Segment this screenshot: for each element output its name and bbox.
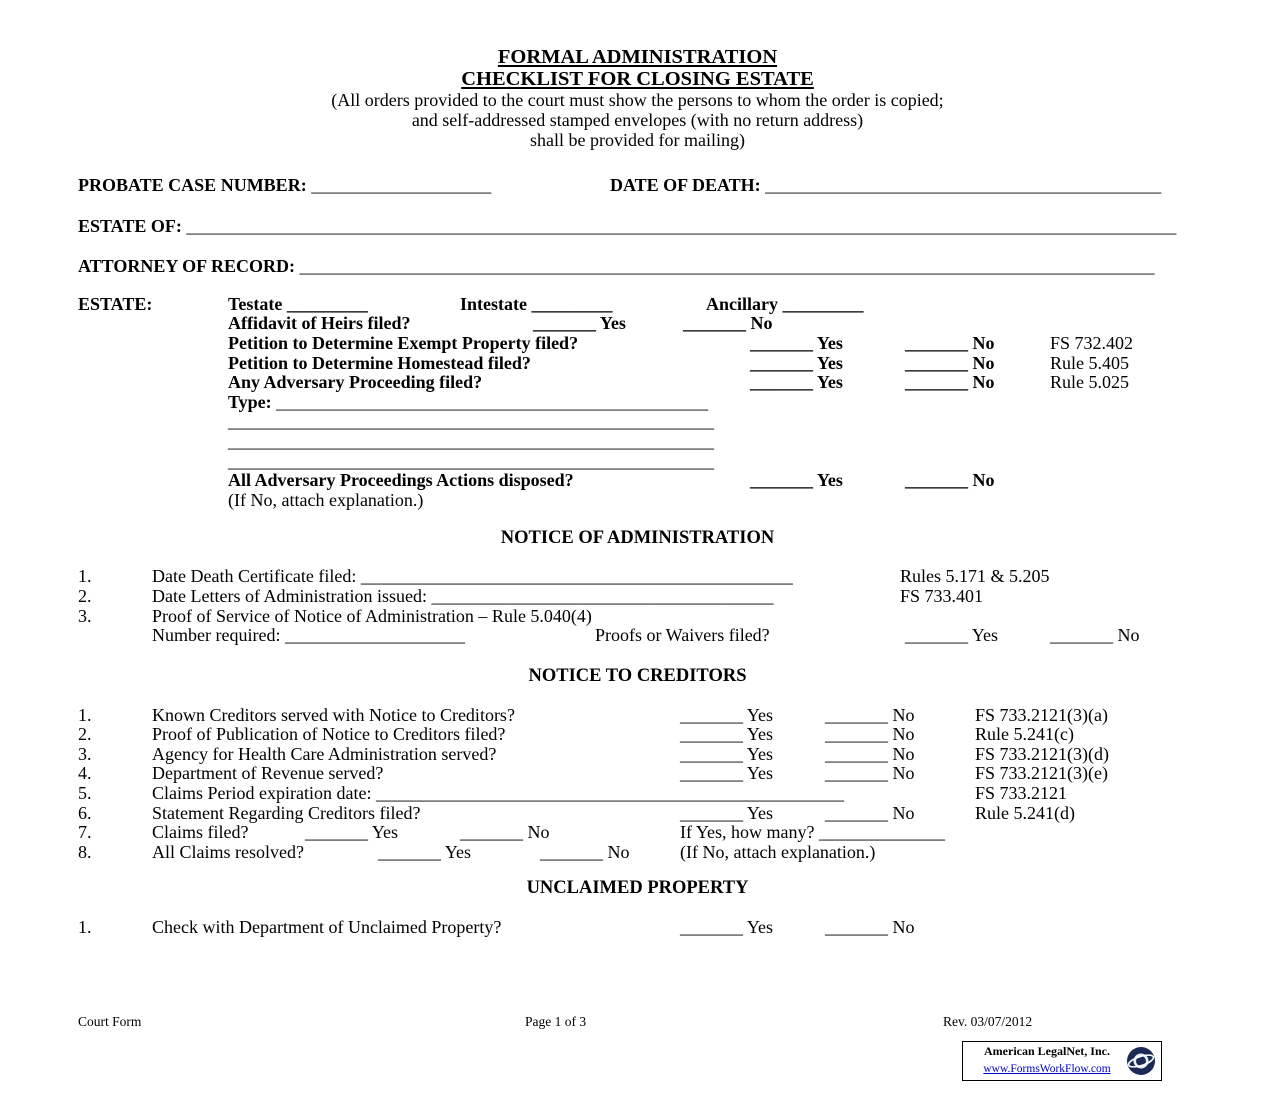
- estate-label: ESTATE:: [78, 293, 153, 314]
- no-field: [825, 745, 915, 765]
- rule-ref: Rule 5.241(c): [975, 724, 1074, 745]
- no-blank: _______: [905, 352, 968, 373]
- proceedings-disposed-row: [78, 471, 1197, 491]
- no-label: No: [972, 332, 995, 353]
- creditors-item-6: [78, 804, 1197, 824]
- disposed-yes-field: [750, 471, 843, 491]
- title-block: [78, 46, 1197, 150]
- yes-label: Yes: [746, 802, 774, 823]
- creditors-question: Known Creditors served with Notice to Creditors?: [152, 704, 515, 725]
- letters-issued-blank: ______________________________________: [431, 585, 774, 606]
- unclaimed-question: Check with Department of Unclaimed Property?: [152, 917, 502, 938]
- adversary-type-extra-line-2: [78, 432, 1197, 452]
- yes-label: Yes: [816, 470, 843, 491]
- affidavit-of-heirs-row: [78, 314, 1197, 334]
- attorney-blank: _______________________________________________________________________________________________: [299, 256, 1155, 277]
- blank-line: ______________________________________________________: [228, 450, 714, 471]
- admin-item-3: [78, 607, 1197, 627]
- yes-blank: _______: [680, 917, 743, 938]
- no-label: No: [892, 763, 915, 784]
- item-number: 3.: [78, 605, 92, 626]
- no-blank: _______: [825, 724, 888, 745]
- letters-issued-label: Date Letters of Administration issued:: [152, 585, 427, 606]
- attorney-of-record-row: [78, 257, 1197, 277]
- item-number: 3.: [78, 743, 92, 764]
- no-blank: _______: [825, 802, 888, 823]
- creditors-item-3: [78, 745, 1197, 765]
- homestead-no-field: [905, 354, 995, 374]
- admin-subrow: [78, 626, 1197, 646]
- probate-case-blank: ____________________: [311, 175, 492, 195]
- item-number: 6.: [78, 802, 92, 823]
- probate-case-field: [78, 176, 491, 196]
- estate-intestate-field: [460, 295, 612, 315]
- death-certificate-field: [152, 567, 793, 587]
- footer-page-number: Page 1 of 3: [525, 1014, 587, 1029]
- proofs-yes-field: [905, 626, 998, 646]
- footer-court-form: Court Form: [78, 1014, 142, 1029]
- probate-case-label: PROBATE CASE NUMBER:: [78, 175, 307, 195]
- disposed-question: All Adversary Proceedings Actions disposed?: [228, 470, 574, 491]
- creditors-question: Department of Revenue served?: [152, 763, 384, 784]
- no-label: No: [972, 372, 995, 393]
- type-blank: ________________________________________________: [276, 391, 709, 412]
- homestead-yes-field: [750, 354, 843, 374]
- no-blank: _______: [683, 313, 746, 334]
- admin-item-2: [78, 587, 1197, 607]
- disposed-no-field: [905, 471, 995, 491]
- proofs-waivers-question: Proofs or Waivers filed?: [595, 625, 770, 646]
- adversary-type-extra-line-3: [78, 452, 1197, 472]
- exempt-property-row: [78, 334, 1197, 354]
- claims-period-blank: ____________________________________________________: [375, 783, 844, 804]
- yes-blank: _______: [680, 802, 743, 823]
- probate-case-row: [78, 176, 1197, 196]
- yes-blank: _______: [680, 704, 743, 725]
- yes-label: Yes: [371, 822, 399, 843]
- creditors-question: Proof of Publication of Notice to Creditors filed?: [152, 724, 506, 745]
- admin-item-1-ref: Rules 5.171 & 5.205: [900, 566, 1050, 587]
- no-label: No: [892, 917, 915, 938]
- yes-blank: _______: [305, 822, 368, 843]
- no-field: [825, 764, 915, 784]
- item-number: 2.: [78, 724, 92, 745]
- testate-label: Testate: [228, 293, 283, 314]
- letters-issued-field: [152, 587, 773, 607]
- exempt-question: Petition to Determine Exempt Property filed?: [228, 332, 579, 353]
- yes-field: [305, 823, 398, 843]
- yes-blank: _______: [905, 625, 968, 646]
- rule-ref: FS 733.2121(3)(d): [975, 743, 1109, 764]
- yes-label: Yes: [971, 625, 999, 646]
- yes-label: Yes: [444, 841, 472, 862]
- item-number: 4.: [78, 763, 92, 784]
- yes-label: Yes: [816, 352, 843, 373]
- creditors-question: Agency for Health Care Administration served?: [152, 743, 497, 764]
- unclaimed-property-heading: UNCLAIMED PROPERTY: [526, 878, 749, 899]
- yes-blank: _______: [750, 332, 813, 353]
- affidavit-no-field: [683, 314, 773, 334]
- no-blank: _______: [905, 470, 968, 491]
- no-field: [540, 843, 630, 863]
- number-required-field: [152, 626, 465, 646]
- exempt-no-field: [905, 334, 995, 354]
- testate-blank: _________: [286, 293, 368, 314]
- no-blank: _______: [905, 332, 968, 353]
- yes-label: Yes: [746, 724, 774, 745]
- exempt-rule-ref: FS 732.402: [1050, 332, 1134, 353]
- estate-testate-field: [228, 295, 368, 315]
- yes-field: [680, 918, 773, 938]
- item-number: 7.: [78, 822, 92, 843]
- no-blank: _______: [1050, 625, 1113, 646]
- proofs-no-field: [1050, 626, 1140, 646]
- title-note-line1: (All orders provided to the court must show the persons to whom the order is copied;: [331, 90, 944, 110]
- yes-blank: _______: [750, 470, 813, 491]
- rule-ref: FS 733.2121(3)(e): [975, 763, 1108, 784]
- adversary-yes-field: [750, 373, 843, 393]
- adversary-no-field: [905, 373, 995, 393]
- claims-filed-question: Claims filed?: [152, 822, 249, 843]
- item-number: 8.: [78, 841, 92, 862]
- admin-item-1: [78, 567, 1197, 587]
- how-many-field: [680, 823, 945, 843]
- no-field: [460, 823, 550, 843]
- how-many-blank: ______________: [819, 822, 945, 843]
- no-label: No: [892, 802, 915, 823]
- creditors-item-2: [78, 725, 1197, 745]
- affidavit-yes-field: [533, 314, 626, 334]
- attorney-label: ATTORNEY OF RECORD:: [78, 256, 296, 277]
- estate-type-row: [78, 295, 1197, 315]
- ancillary-blank: _________: [782, 293, 864, 314]
- no-label: No: [527, 822, 550, 843]
- yes-field: [680, 725, 773, 745]
- rule-ref: FS 733.2121(3)(a): [975, 704, 1108, 725]
- no-field: [825, 918, 915, 938]
- claims-resolved-question: All Claims resolved?: [152, 841, 304, 862]
- yes-label: Yes: [816, 372, 843, 393]
- rule-ref: FS 733.2121: [975, 783, 1068, 804]
- yes-field: [680, 764, 773, 784]
- yes-field: [680, 706, 773, 726]
- claims-period-label: Claims Period expiration date:: [152, 783, 372, 804]
- no-field: [825, 804, 915, 824]
- item-number: 1.: [78, 566, 92, 587]
- adversary-rule-ref: Rule 5.025: [1050, 372, 1129, 393]
- estate-of-label: ESTATE OF:: [78, 215, 182, 236]
- yes-blank: _______: [680, 763, 743, 784]
- yes-label: Yes: [746, 763, 774, 784]
- estate-of-blank: ______________________________________________________________________________________________________________: [186, 215, 1177, 236]
- creditors-item-1: [78, 706, 1197, 726]
- no-field: [825, 706, 915, 726]
- document-title-line1: FORMAL ADMINISTRATION: [497, 46, 778, 68]
- type-label: Type:: [228, 391, 272, 412]
- adversary-proceeding-row: [78, 373, 1197, 393]
- adversary-question: Any Adversary Proceeding filed?: [228, 372, 483, 393]
- yes-blank: _______: [680, 743, 743, 764]
- no-label: No: [892, 724, 915, 745]
- date-of-death-field: [610, 176, 1161, 196]
- title-note-line3: shall be provided for mailing): [530, 130, 745, 150]
- adversary-type-extra-line-1: [78, 412, 1197, 432]
- homestead-question: Petition to Determine Homestead filed?: [228, 352, 531, 373]
- number-required-label: Number required:: [152, 625, 281, 646]
- attorney-field: [78, 257, 1155, 277]
- intestate-label: Intestate: [460, 293, 527, 314]
- rule-ref: Rule 5.241(d): [975, 802, 1075, 823]
- item-number: 1.: [78, 917, 92, 938]
- legalnet-text-block: [968, 1045, 1126, 1077]
- homestead-row: [78, 354, 1197, 374]
- creditors-question: Statement Regarding Creditors filed?: [152, 802, 421, 823]
- american-legalnet-box: [962, 1041, 1162, 1081]
- yes-field: [680, 804, 773, 824]
- no-blank: _______: [825, 704, 888, 725]
- yes-label: Yes: [746, 704, 774, 725]
- no-label: No: [972, 352, 995, 373]
- no-label: No: [750, 313, 773, 334]
- date-of-death-blank: ____________________________________________: [765, 175, 1162, 195]
- yes-label: Yes: [599, 313, 626, 334]
- yes-field: [680, 745, 773, 765]
- legalnet-company-name: American LegalNet, Inc.: [984, 1043, 1110, 1058]
- intestate-blank: _________: [531, 293, 613, 314]
- yes-label: Yes: [746, 743, 774, 764]
- estate-of-row: [78, 217, 1197, 237]
- title-note-line2: and self-addressed stamped envelopes (with no return address): [411, 110, 864, 130]
- yes-blank: _______: [680, 724, 743, 745]
- footer-revision-date: Rev. 03/07/2012: [943, 1014, 1033, 1029]
- yes-label: Yes: [746, 917, 774, 938]
- number-required-blank: ____________________: [284, 625, 465, 646]
- affidavit-question: Affidavit of Heirs filed?: [228, 313, 411, 334]
- no-label: No: [892, 704, 915, 725]
- item-number: 5.: [78, 783, 92, 804]
- yes-blank: _______: [750, 372, 813, 393]
- estate-of-field: [78, 217, 1176, 237]
- creditors-item-5: [78, 784, 1197, 804]
- no-label: No: [972, 470, 995, 491]
- homestead-rule-ref: Rule 5.405: [1050, 352, 1129, 373]
- how-many-label: If Yes, how many?: [680, 822, 815, 843]
- estate-ancillary-field: [706, 295, 864, 315]
- no-blank: _______: [825, 763, 888, 784]
- notice-to-creditors-heading: NOTICE TO CREDITORS: [528, 665, 747, 686]
- formsworkflow-link[interactable]: www.FormsWorkFlow.com: [983, 1062, 1111, 1075]
- no-label: No: [1117, 625, 1140, 646]
- unclaimed-item-1: [78, 918, 1197, 938]
- creditors-item-4: [78, 764, 1197, 784]
- no-blank: _______: [460, 822, 523, 843]
- yes-blank: _______: [750, 352, 813, 373]
- exempt-yes-field: [750, 334, 843, 354]
- date-of-death-label: DATE OF DEATH:: [610, 175, 761, 195]
- blank-line: ______________________________________________________: [228, 411, 714, 432]
- notice-of-administration-heading: NOTICE OF ADMINISTRATION: [500, 528, 775, 549]
- no-blank: _______: [825, 917, 888, 938]
- type-field: [228, 393, 708, 413]
- proof-of-service-label: Proof of Service of Notice of Administration – Rule 5.040(4): [152, 605, 592, 626]
- yes-blank: _______: [533, 313, 596, 334]
- claims-resolved-note: (If No, attach explanation.): [680, 841, 876, 862]
- no-field: [825, 725, 915, 745]
- death-certificate-blank: ________________________________________________: [360, 566, 793, 587]
- yes-blank: _______: [378, 841, 441, 862]
- disposed-note-row: [78, 491, 1197, 511]
- no-label: No: [607, 841, 630, 862]
- death-certificate-label: Date Death Certificate filed:: [152, 566, 357, 587]
- creditors-item-8: [78, 843, 1197, 863]
- no-label: No: [892, 743, 915, 764]
- no-blank: _______: [540, 841, 603, 862]
- yes-label: Yes: [816, 332, 843, 353]
- item-number: 1.: [78, 704, 92, 725]
- disposed-note: (If No, attach explanation.): [228, 489, 424, 510]
- yes-field: [378, 843, 471, 863]
- claims-period-field: [152, 784, 844, 804]
- item-number: 2.: [78, 585, 92, 606]
- adversary-type-row: [78, 393, 1197, 413]
- no-blank: _______: [825, 743, 888, 764]
- admin-item-2-ref: FS 733.401: [900, 585, 984, 606]
- blank-line: ______________________________________________________: [228, 430, 714, 451]
- document-title-line2: CHECKLIST FOR CLOSING ESTATE: [461, 68, 814, 90]
- no-blank: _______: [905, 372, 968, 393]
- creditors-item-7: [78, 823, 1197, 843]
- ancillary-label: Ancillary: [706, 293, 778, 314]
- globe-icon: [1126, 1046, 1156, 1076]
